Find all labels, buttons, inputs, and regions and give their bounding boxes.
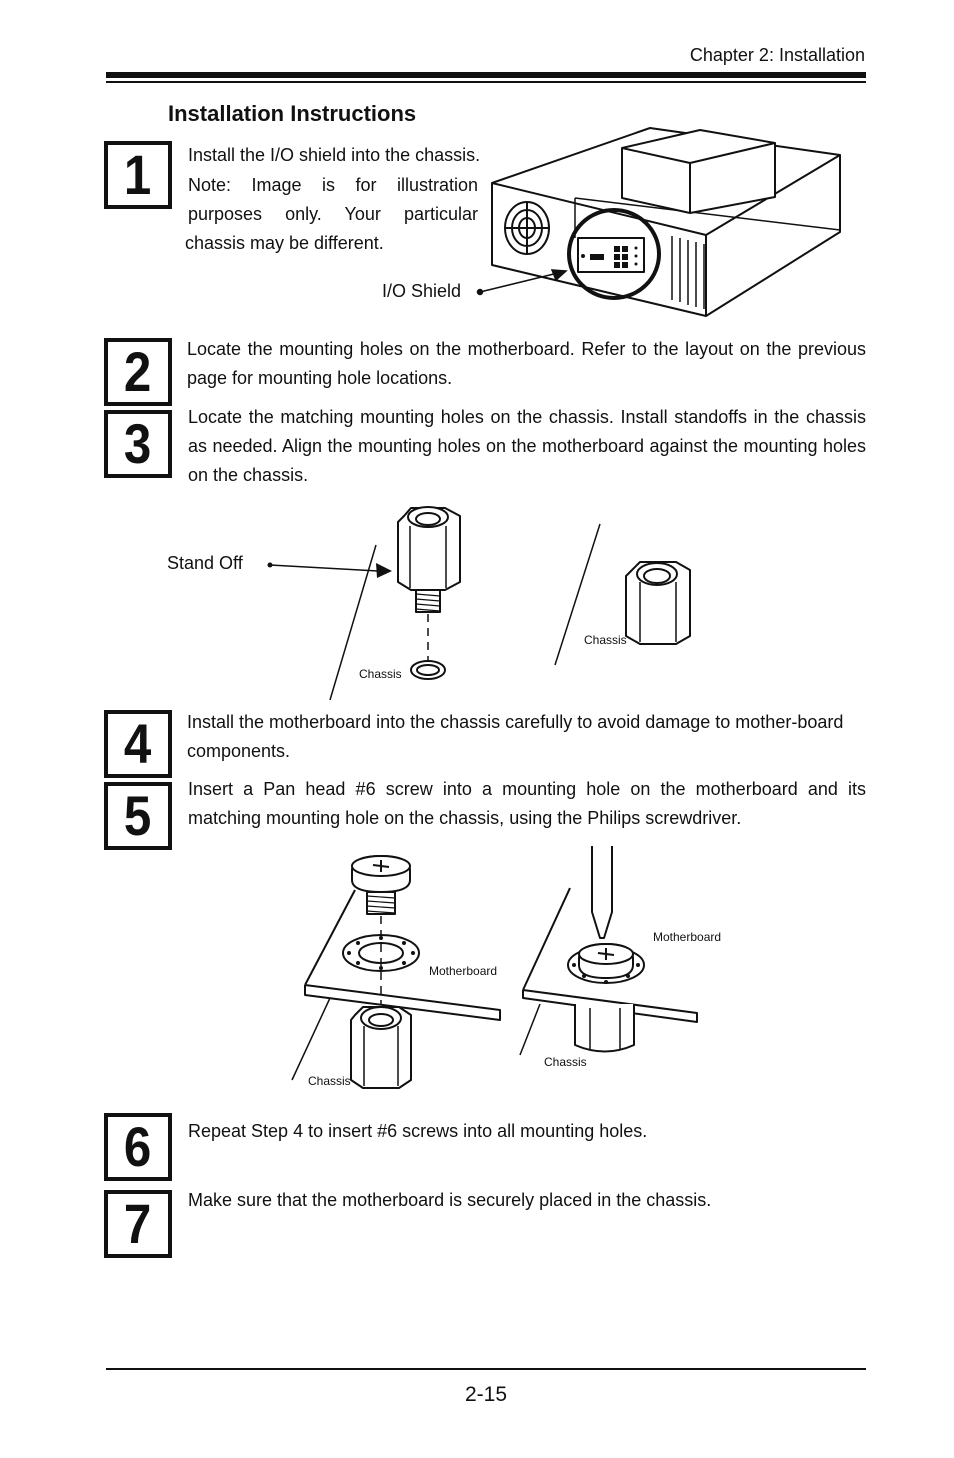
- step-1-line-1: Install the I/O shield into the chassis.: [188, 145, 481, 165]
- chapter-header: Chapter 2: Installation: [689, 45, 865, 65]
- motherboard-label-2: Motherboard: [653, 930, 722, 944]
- step-3-text: Locate the matching mounting holes on the chassis. Install standoffs in the chassis as needed. Align the mounting holes on the motherboard against the mounting holes on the chassis.: [188, 407, 866, 485]
- chassis-label-4: Chassis: [544, 1055, 587, 1069]
- chassis-label-3: Chassis: [308, 1074, 351, 1088]
- step-4-text: Install the motherboard into the chassis carefully to avoid damage to mother-board components.: [187, 712, 844, 761]
- step-2-number-box: 2: [104, 338, 172, 406]
- section-title: Installation Instructions: [168, 101, 417, 126]
- step-6-number-box: 6: [104, 1113, 172, 1181]
- step-3-number-box: 3: [104, 410, 172, 478]
- step-7-number-box: 7: [104, 1190, 172, 1258]
- step-1-number-box: 1: [104, 141, 172, 209]
- chassis-label-2: Chassis: [584, 633, 627, 647]
- step-1-line-4: chassis may be different.: [185, 233, 384, 253]
- step-1-line-2: Note: Image is for illustration: [188, 175, 478, 195]
- io-shield-label: I/O Shield: [382, 281, 462, 301]
- footer-rule: [106, 1368, 866, 1370]
- step-7-text: Make sure that the motherboard is securely placed in the chassis.: [188, 1190, 712, 1210]
- step-6-text: Repeat Step 4 to insert #6 screws into all mounting holes.: [188, 1121, 648, 1141]
- standoff-label: Stand Off: [167, 553, 243, 573]
- step-1-line-3: purposes only. Your particular: [188, 204, 478, 224]
- chassis-label-1: Chassis: [359, 667, 402, 681]
- step-4-number-box: 4: [104, 710, 172, 778]
- step-5-number-box: 5: [104, 782, 172, 850]
- motherboard-label-1: Motherboard: [429, 964, 498, 978]
- step-2-text: Locate the mounting holes on the motherboard. Refer to the layout on the previous page for mounting hole locations.: [187, 339, 866, 388]
- step-5-text: Insert a Pan head #6 screw into a mounting hole on the motherboard and its matching mounting hole on the chassis, using the Philips screwdriver.: [188, 779, 866, 828]
- page-number: 2-15: [464, 1383, 508, 1406]
